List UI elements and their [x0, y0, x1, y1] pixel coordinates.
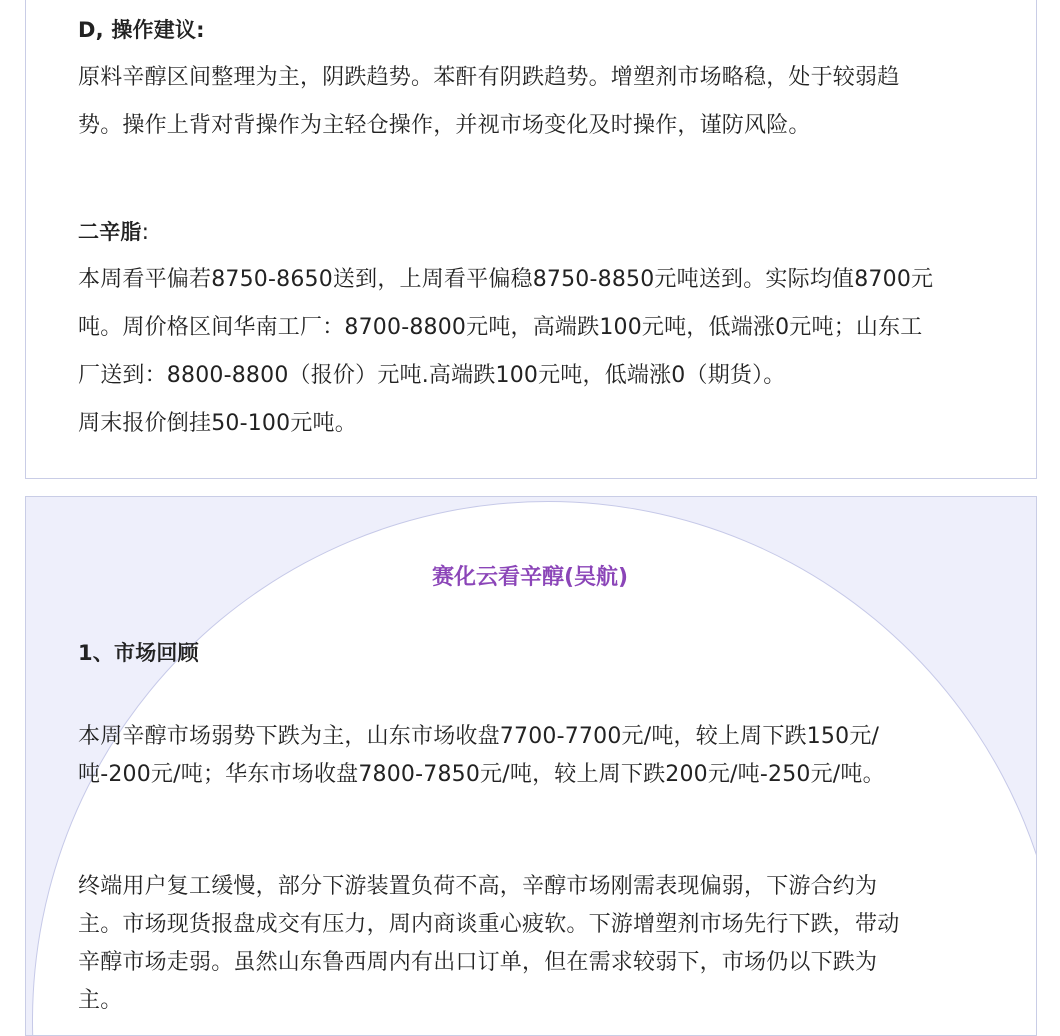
paragraph-line: 本周辛醇市场弱势下跌为主，山东市场收盘7700-7700元/吨，较上周下跌150元/	[78, 724, 880, 749]
paragraph-line: 终端用户复工缓慢，部分下游装置负荷不高，辛醇市场刚需表现偏弱，下游合约为	[78, 874, 878, 899]
paragraph-line: 吨-200元/吨；华东市场收盘7800-7850元/吨，较上周下跌200元/吨-250元/吨。	[78, 762, 885, 787]
section-eg-title	[78, 210, 998, 255]
market-review-paragraph-1	[78, 718, 998, 794]
section-d-body	[78, 54, 998, 150]
paragraph-line: 主。	[78, 988, 123, 1013]
section-eg-line: 吨。周价格区间华南工厂：8700-8800元吨，高端跌100元吨，低端涨0元吨；山东工	[78, 315, 923, 340]
paragraph-line: 辛醇市场走弱。虽然山东鲁西周内有出口订单，但在需求较弱下，市场仍以下跌为	[78, 950, 878, 975]
market-review-title: 1、市场回顾	[78, 641, 199, 665]
section-d-title-text: D, 操作建议:	[78, 18, 205, 42]
paragraph-line: 主。市场现货报盘成交有压力，周内商谈重心疲软。下游增塑剂市场先行下跌，带动	[78, 912, 900, 937]
market-review-paragraph-2	[78, 868, 998, 1020]
section-eg-line: 厂送到：8800-8800（报价）元吨.高端跌100元吨，低端涨0（期货）。	[78, 363, 786, 388]
section-eg-title-text: 二辛脂	[78, 220, 142, 244]
section-eg-body	[78, 256, 998, 448]
section-d-line: 原料辛醇区间整理为主，阴跌趋势。苯酐有阴跌趋势。增塑剂市场略稳，处于较弱趋	[78, 65, 900, 90]
section-d-line: 势。操作上背对背操作为主轻仓操作，并视市场变化及时操作，谨防风险。	[78, 113, 811, 138]
section-eg-line: 周末报价倒挂50-100元吨。	[78, 411, 357, 436]
section-d-title	[78, 8, 998, 52]
section-eg-title-colon: :	[141, 220, 150, 245]
octanol-section-title: 赛化云看辛醇(吴航)	[431, 565, 629, 590]
section-eg-line: 本周看平偏若8750-8650送到，上周看平偏稳8750-8850元吨送到。实际均值8700元	[78, 267, 934, 292]
